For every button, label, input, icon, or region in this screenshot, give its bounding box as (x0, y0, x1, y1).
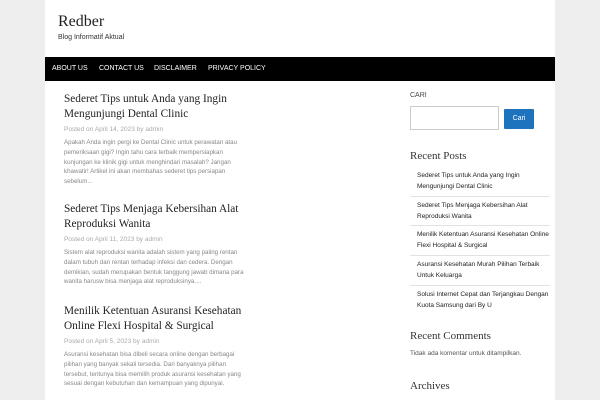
by-label: by (136, 126, 144, 133)
post-author-link[interactable]: admin (141, 338, 160, 345)
post-meta (64, 236, 249, 243)
list-divider (410, 225, 550, 226)
recent-post-link[interactable]: Menilik Ketentuan Asuransi Kesehatan Online Flexi Hospital & Surgical (417, 231, 549, 249)
post-title[interactable]: Sederet Tips untuk Anda yang Ingin Mengunjungi Dental Clinic (64, 93, 227, 120)
list-divider (410, 285, 550, 286)
post-meta (64, 126, 249, 133)
search-button[interactable]: Cari (504, 109, 534, 129)
posted-on-label: Posted on (64, 338, 94, 345)
nav-item-privacy-policy[interactable]: PRIVACY POLICY (208, 65, 266, 72)
recent-post-link[interactable]: Asuransi Kesehatan Murah Pilihan Terbaik Untuk Keluarga (417, 261, 540, 279)
page (45, 0, 555, 400)
search-label: CARI (410, 92, 427, 99)
nav-item-contact-us[interactable]: CONTACT US (99, 65, 144, 72)
post-item (64, 92, 249, 187)
search-input[interactable] (410, 106, 499, 130)
post-excerpt: Sistem alat reproduksi wanita adalah sistem yang paling rentan dalam tubuh dan rentan terhadap infeksi dan cedera. Dengan demikian, sudah merupakan bentuk tanggung jawab dimana para wanita harusw bisa menjaga alat reproduksinya.... (64, 249, 244, 286)
post-title[interactable]: Sederet Tips Menjaga Kebersihan Alat Reproduksi Wanita (64, 203, 239, 230)
posted-on-label: Posted on (64, 236, 94, 243)
recent-post-link[interactable]: Sederet Tips untuk Anda yang Ingin Mengunjungi Dental Clinic (417, 172, 520, 190)
recent-post-link[interactable]: Solusi Internet Cepat dan Terjangkau Dengan Kuota Samsung dari By U (417, 291, 549, 309)
nav-item-disclaimer[interactable]: DISCLAIMER (154, 65, 197, 72)
by-label: by (136, 236, 144, 243)
no-comments-text: Tidak ada komentar untuk ditampilkan. (410, 350, 522, 357)
post-item (64, 304, 249, 389)
site-title[interactable]: Redber (58, 13, 105, 30)
main-nav (45, 57, 555, 81)
recent-posts-title: Recent Posts (410, 150, 467, 162)
post-excerpt: Apakah Anda ingin pergi ke Dental Clinic untuk perawatan atau pemeriksaan gigi? Ingin tahu cara terbaik mempersiapkan kunjungan ke klinik gigi untuk menghindari masalah? Jangan khawatir! Artikel ini akan membahas sederet tips persiapan sebelum... (64, 139, 238, 186)
site-description: Blog Informatif Aktual (58, 34, 125, 41)
archives-title: Archives (410, 380, 450, 392)
post-date-link[interactable]: April 5, 2023 (94, 338, 132, 345)
post-date-link[interactable]: April 14, 2023 (94, 126, 135, 133)
post-excerpt: Asuransi kesehatan bisa dibeli secara online dengan berbagai pilihan yang banyak sekali tersedia. Dari banyaknya pilihan tersebut, tentunya bisa memilih produk asuransi kesehatan yang sesuai dengan kebutuhan dan kemampuan yang dipunyai. (64, 351, 241, 388)
recent-post-link[interactable]: Sederet Tips Menjaga Kebersihan Alat Reproduksi Wanita (417, 202, 528, 220)
post-author-link[interactable]: admin (144, 236, 163, 243)
post-meta (64, 338, 249, 345)
recent-comments-title: Recent Comments (410, 330, 491, 342)
post-date-link[interactable]: April 11, 2023 (94, 236, 135, 243)
post-title[interactable]: Menilik Ketentuan Asuransi Kesehatan Online Flexi Hospital & Surgical (64, 305, 242, 332)
post-item (64, 202, 249, 287)
posted-on-label: Posted on (64, 126, 94, 133)
post-author-link[interactable]: admin (145, 126, 164, 133)
list-divider (410, 255, 550, 256)
list-divider (410, 196, 550, 197)
nav-item-about-us[interactable]: ABOUT US (52, 65, 88, 72)
sidebar (410, 92, 555, 392)
by-label: by (133, 338, 140, 345)
